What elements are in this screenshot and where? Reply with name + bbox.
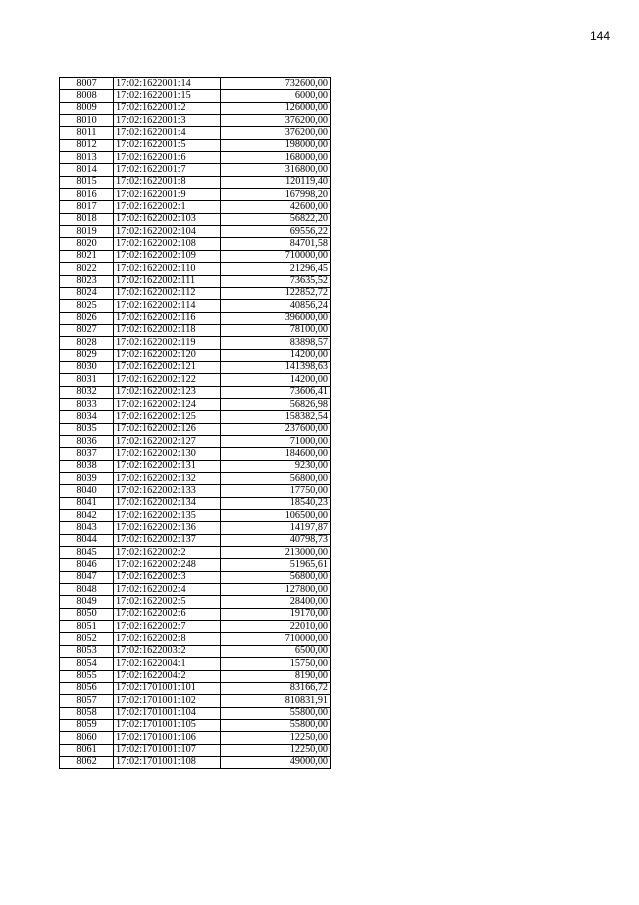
row-number: 8028	[60, 337, 114, 349]
cadastral-number: 17:02:1622001:4	[114, 127, 221, 139]
cadastral-number: 17:02:1622002:120	[114, 349, 221, 361]
table-row	[60, 78, 331, 90]
cadastral-value: 40856,24	[221, 300, 331, 312]
cadastral-value: 732600,00	[221, 78, 331, 90]
cadastral-number: 17:02:1622003:2	[114, 645, 221, 657]
cadastral-value: 55800,00	[221, 719, 331, 731]
cadastral-number: 17:02:1622002:133	[114, 485, 221, 497]
table-row	[60, 312, 331, 324]
row-number: 8048	[60, 584, 114, 596]
cadastral-value: 14200,00	[221, 349, 331, 361]
cadastral-value: 12250,00	[221, 744, 331, 756]
row-number: 8057	[60, 695, 114, 707]
cadastral-number: 17:02:1622002:118	[114, 324, 221, 336]
cadastral-number: 17:02:1622002:137	[114, 534, 221, 546]
row-number: 8049	[60, 596, 114, 608]
cadastral-number: 17:02:1701001:107	[114, 744, 221, 756]
row-number: 8040	[60, 485, 114, 497]
cadastral-value: 49000,00	[221, 756, 331, 768]
cadastral-number: 17:02:1622002:110	[114, 263, 221, 275]
row-number: 8060	[60, 732, 114, 744]
table-row	[60, 682, 331, 694]
cadastral-value: 15750,00	[221, 658, 331, 670]
row-number: 8029	[60, 349, 114, 361]
cadastral-number: 17:02:1622002:119	[114, 337, 221, 349]
row-number: 8014	[60, 164, 114, 176]
cadastral-number: 17:02:1622002:116	[114, 312, 221, 324]
cadastral-value: 28400,00	[221, 596, 331, 608]
row-number: 8045	[60, 547, 114, 559]
row-number: 8021	[60, 250, 114, 262]
row-number: 8044	[60, 534, 114, 546]
table-row	[60, 608, 331, 620]
cadastral-value: 83898,57	[221, 337, 331, 349]
table-row	[60, 719, 331, 731]
cadastral-value: 71000,00	[221, 435, 331, 447]
row-number: 8025	[60, 300, 114, 312]
cadastral-number: 17:02:1701001:105	[114, 719, 221, 731]
table-row	[60, 398, 331, 410]
cadastral-value: 168000,00	[221, 152, 331, 164]
table-row	[60, 176, 331, 188]
cadastral-value: 84701,58	[221, 238, 331, 250]
table-row	[60, 756, 331, 768]
table-row	[60, 287, 331, 299]
row-number: 8017	[60, 201, 114, 213]
table-row	[60, 571, 331, 583]
cadastral-value: 167998,20	[221, 189, 331, 201]
row-number: 8016	[60, 189, 114, 201]
cadastral-number: 17:02:1701001:101	[114, 682, 221, 694]
cadastral-number: 17:02:1622002:2	[114, 547, 221, 559]
row-number: 8030	[60, 361, 114, 373]
cadastral-value: 8190,00	[221, 670, 331, 682]
cadastral-number: 17:02:1622001:15	[114, 90, 221, 102]
cadastral-value: 376200,00	[221, 115, 331, 127]
cadastral-value: 56822,20	[221, 213, 331, 225]
table-row	[60, 374, 331, 386]
cadastral-value: 213000,00	[221, 547, 331, 559]
cadastral-number: 17:02:1622002:4	[114, 584, 221, 596]
cadastral-value: 6000,00	[221, 90, 331, 102]
cadastral-value: 141398,63	[221, 361, 331, 373]
table-body	[60, 78, 331, 769]
row-number: 8054	[60, 658, 114, 670]
cadastral-number: 17:02:1622002:125	[114, 411, 221, 423]
table-row	[60, 337, 331, 349]
table-row	[60, 645, 331, 657]
table-row	[60, 707, 331, 719]
table-row	[60, 460, 331, 472]
cadastral-number: 17:02:1622002:104	[114, 226, 221, 238]
cadastral-value: 73635,52	[221, 275, 331, 287]
cadastral-number: 17:02:1622002:126	[114, 423, 221, 435]
table-row	[60, 324, 331, 336]
cadastral-number: 17:02:1622001:6	[114, 152, 221, 164]
table-row	[60, 275, 331, 287]
row-number: 8056	[60, 682, 114, 694]
table-row	[60, 127, 331, 139]
row-number: 8010	[60, 115, 114, 127]
cadastral-number: 17:02:1622002:121	[114, 361, 221, 373]
cadastral-value: 316800,00	[221, 164, 331, 176]
row-number: 8018	[60, 213, 114, 225]
table-row	[60, 534, 331, 546]
row-number: 8046	[60, 559, 114, 571]
table-row	[60, 152, 331, 164]
table-row	[60, 510, 331, 522]
cadastral-value: 120119,40	[221, 176, 331, 188]
table-row	[60, 213, 331, 225]
cadastral-value: 122852,72	[221, 287, 331, 299]
cadastral-number: 17:02:1622002:7	[114, 621, 221, 633]
table-row	[60, 164, 331, 176]
cadastral-value: 710000,00	[221, 633, 331, 645]
cadastral-value: 14197,87	[221, 522, 331, 534]
cadastral-value: 376200,00	[221, 127, 331, 139]
table-row	[60, 670, 331, 682]
row-number: 8047	[60, 571, 114, 583]
row-number: 8009	[60, 102, 114, 114]
cadastral-value: 18540,23	[221, 497, 331, 509]
row-number: 8022	[60, 263, 114, 275]
cadastral-number: 17:02:1622002:122	[114, 374, 221, 386]
cadastral-value: 126000,00	[221, 102, 331, 114]
row-number: 8058	[60, 707, 114, 719]
cadastral-number: 17:02:1622004:1	[114, 658, 221, 670]
row-number: 8015	[60, 176, 114, 188]
cadastral-number: 17:02:1622002:132	[114, 473, 221, 485]
cadastral-value: 73606,41	[221, 386, 331, 398]
cadastral-value: 21296,45	[221, 263, 331, 275]
row-number: 8050	[60, 608, 114, 620]
cadastral-number: 17:02:1701001:108	[114, 756, 221, 768]
row-number: 8062	[60, 756, 114, 768]
row-number: 8055	[60, 670, 114, 682]
cadastral-value: 106500,00	[221, 510, 331, 522]
row-number: 8011	[60, 127, 114, 139]
row-number: 8027	[60, 324, 114, 336]
row-number: 8033	[60, 398, 114, 410]
cadastral-number: 17:02:1622002:109	[114, 250, 221, 262]
cadastral-value: 55800,00	[221, 707, 331, 719]
row-number: 8019	[60, 226, 114, 238]
table-row	[60, 435, 331, 447]
cadastral-value: 6500,00	[221, 645, 331, 657]
row-number: 8020	[60, 238, 114, 250]
cadastral-value: 78100,00	[221, 324, 331, 336]
row-number: 8024	[60, 287, 114, 299]
row-number: 8007	[60, 78, 114, 90]
cadastral-number: 17:02:1622002:8	[114, 633, 221, 645]
cadastral-number: 17:02:1622002:108	[114, 238, 221, 250]
row-number: 8008	[60, 90, 114, 102]
cadastral-value: 56800,00	[221, 571, 331, 583]
table-row	[60, 732, 331, 744]
table-row	[60, 263, 331, 275]
table-row	[60, 423, 331, 435]
cadastral-number: 17:02:1622004:2	[114, 670, 221, 682]
table-row	[60, 349, 331, 361]
cadastral-number: 17:02:1622002:114	[114, 300, 221, 312]
cadastral-number: 17:02:1701001:106	[114, 732, 221, 744]
cadastral-value: 9230,00	[221, 460, 331, 472]
cadastral-number: 17:02:1622002:135	[114, 510, 221, 522]
cadastral-number: 17:02:1622001:5	[114, 139, 221, 151]
cadastral-number: 17:02:1622002:3	[114, 571, 221, 583]
cadastral-number: 17:02:1622002:127	[114, 435, 221, 447]
cadastral-number: 17:02:1622002:130	[114, 448, 221, 460]
cadastral-number: 17:02:1701001:102	[114, 695, 221, 707]
row-number: 8012	[60, 139, 114, 151]
cadastral-number: 17:02:1622002:134	[114, 497, 221, 509]
cadastral-value: 51965,61	[221, 559, 331, 571]
cadastral-number: 17:02:1622002:124	[114, 398, 221, 410]
table-row	[60, 238, 331, 250]
row-number: 8061	[60, 744, 114, 756]
row-number: 8031	[60, 374, 114, 386]
cadastral-value: 56800,00	[221, 473, 331, 485]
cadastral-value: 19170,00	[221, 608, 331, 620]
row-number: 8026	[60, 312, 114, 324]
row-number: 8037	[60, 448, 114, 460]
cadastral-number: 17:02:1622001:3	[114, 115, 221, 127]
table-row	[60, 90, 331, 102]
table-row	[60, 522, 331, 534]
row-number: 8013	[60, 152, 114, 164]
row-number: 8052	[60, 633, 114, 645]
table-row	[60, 226, 331, 238]
cadastral-value: 810831,91	[221, 695, 331, 707]
cadastral-number: 17:02:1622001:8	[114, 176, 221, 188]
cadastral-number: 17:02:1622001:14	[114, 78, 221, 90]
row-number: 8036	[60, 435, 114, 447]
cadastral-number: 17:02:1622002:131	[114, 460, 221, 472]
cadastral-number: 17:02:1622001:7	[114, 164, 221, 176]
table-row	[60, 411, 331, 423]
cadastral-value-table	[59, 77, 331, 769]
cadastral-number: 17:02:1622002:6	[114, 608, 221, 620]
cadastral-value: 198000,00	[221, 139, 331, 151]
cadastral-value: 83166,72	[221, 682, 331, 694]
cadastral-number: 17:02:1622001:9	[114, 189, 221, 201]
cadastral-value: 127800,00	[221, 584, 331, 596]
table-row	[60, 139, 331, 151]
row-number: 8059	[60, 719, 114, 731]
row-number: 8042	[60, 510, 114, 522]
cadastral-number: 17:02:1622002:111	[114, 275, 221, 287]
table-row	[60, 386, 331, 398]
cadastral-value: 158382,54	[221, 411, 331, 423]
row-number: 8038	[60, 460, 114, 472]
cadastral-value: 710000,00	[221, 250, 331, 262]
cadastral-number: 17:02:1622002:248	[114, 559, 221, 571]
table-row	[60, 115, 331, 127]
cadastral-value: 14200,00	[221, 374, 331, 386]
cadastral-number: 17:02:1622002:5	[114, 596, 221, 608]
cadastral-number: 17:02:1622002:1	[114, 201, 221, 213]
page-number: 144	[590, 29, 611, 43]
row-number: 8039	[60, 473, 114, 485]
cadastral-number: 17:02:1622002:136	[114, 522, 221, 534]
row-number: 8032	[60, 386, 114, 398]
table-row	[60, 250, 331, 262]
table-row	[60, 559, 331, 571]
table-row	[60, 497, 331, 509]
cadastral-number: 17:02:1622001:2	[114, 102, 221, 114]
table-row	[60, 633, 331, 645]
cadastral-value: 42600,00	[221, 201, 331, 213]
table-row	[60, 189, 331, 201]
cadastral-number: 17:02:1622002:112	[114, 287, 221, 299]
table-row	[60, 473, 331, 485]
table-row	[60, 485, 331, 497]
cadastral-value: 40798,73	[221, 534, 331, 546]
row-number: 8041	[60, 497, 114, 509]
row-number: 8051	[60, 621, 114, 633]
table-row	[60, 584, 331, 596]
table-row	[60, 201, 331, 213]
table-row	[60, 695, 331, 707]
cadastral-value: 56826,98	[221, 398, 331, 410]
row-number: 8043	[60, 522, 114, 534]
table-row	[60, 621, 331, 633]
cadastral-value: 17750,00	[221, 485, 331, 497]
table-row	[60, 102, 331, 114]
table-row	[60, 361, 331, 373]
row-number: 8034	[60, 411, 114, 423]
cadastral-value: 12250,00	[221, 732, 331, 744]
table-row	[60, 547, 331, 559]
table-row	[60, 448, 331, 460]
row-number: 8023	[60, 275, 114, 287]
cadastral-value: 396000,00	[221, 312, 331, 324]
cadastral-value: 184600,00	[221, 448, 331, 460]
cadastral-value: 237600,00	[221, 423, 331, 435]
table-row	[60, 658, 331, 670]
row-number: 8035	[60, 423, 114, 435]
cadastral-value: 69556,22	[221, 226, 331, 238]
cadastral-number: 17:02:1701001:104	[114, 707, 221, 719]
cadastral-number: 17:02:1622002:123	[114, 386, 221, 398]
table-row	[60, 744, 331, 756]
cadastral-number: 17:02:1622002:103	[114, 213, 221, 225]
row-number: 8053	[60, 645, 114, 657]
table-row	[60, 596, 331, 608]
cadastral-value: 22010,00	[221, 621, 331, 633]
table-row	[60, 300, 331, 312]
